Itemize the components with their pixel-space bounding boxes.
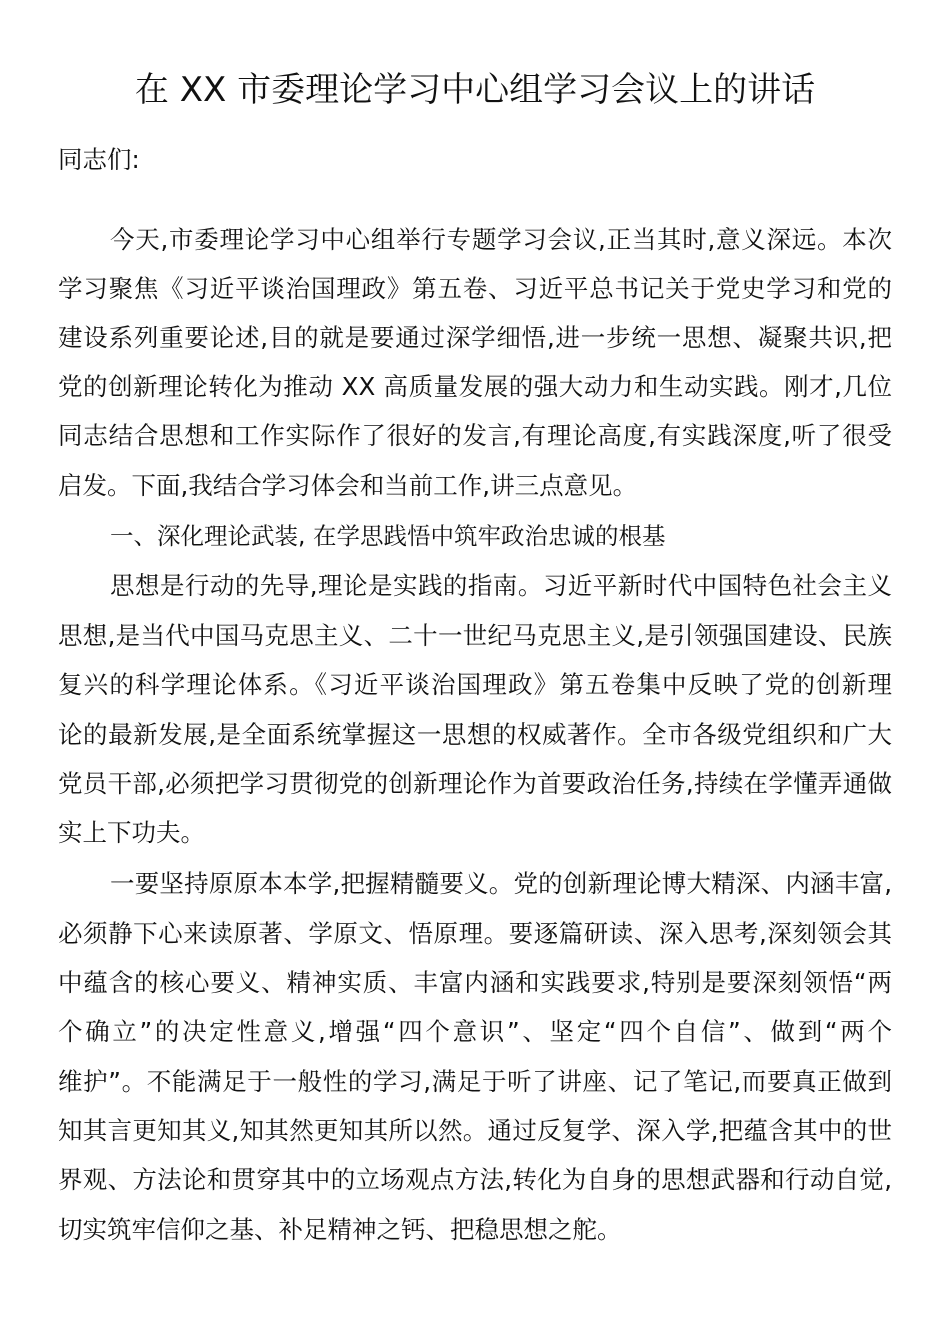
document-title: 在 XX 市委理论学习中心组学习会议上的讲话 <box>134 70 816 110</box>
paragraph-3-line-7: 界观、方法论和贯穿其中的立场观点方法,转化为自身的思想武器和行动自觉, <box>58 1165 892 1194</box>
paragraph-2-line-6: 实上下功夫。 <box>58 818 205 847</box>
salutation: 同志们: <box>58 145 140 174</box>
paragraph-3-line-1: 一要坚持原原本本学,把握精髓要义。党的创新理论博大精深、内涵丰富, <box>110 869 892 898</box>
paragraph-3-line-2: 必须静下心来读原著、学原文、悟原理。要逐篇研读、深入思考,深刻领会其 <box>58 919 892 948</box>
paragraph-2-line-1: 思想是行动的先导,理论是实践的指南。习近平新时代中国特色社会主义 <box>110 571 892 600</box>
paragraph-2-line-3: 复兴的科学理论体系。《习近平谈治国理政》第五卷集中反映了党的创新理 <box>58 670 892 699</box>
paragraph-1-line-3: 建设系列重要论述,目的就是要通过深学细悟,进一步统一思想、凝聚共识,把 <box>58 323 892 352</box>
paragraph-3-line-4: 个确立”的决定性意义,增强“四个意识”、坚定“四个自信”、做到“两个 <box>58 1017 892 1046</box>
paragraph-1-line-6: 启发。下面,我结合学习体会和当前工作,讲三点意见。 <box>58 471 638 500</box>
paragraph-3-line-3: 中蕴含的核心要义、精神实质、丰富内涵和实践要求,特别是要深刻领悟“两 <box>58 968 892 997</box>
paragraph-2-line-5: 党员干部,必须把学习贯彻党的创新理论作为首要政治任务,持续在学懂弄通做 <box>58 769 892 798</box>
paragraph-3-line-5: 维护”。不能满足于一般性的学习,满足于听了讲座、记了笔记,而要真正做到 <box>58 1067 892 1096</box>
paragraph-3-line-6: 知其言更知其义,知其然更知其所以然。通过反复学、深入学,把蕴含其中的世 <box>58 1116 892 1145</box>
paragraph-2-line-4: 论的最新发展,是全面系统掌握这一思想的权威著作。全市各级党组织和广大 <box>58 720 892 749</box>
paragraph-1-line-5: 同志结合思想和工作实际作了很好的发言,有理论高度,有实践深度,听了很受 <box>58 421 892 450</box>
paragraph-2-line-2: 思想,是当代中国马克思主义、二十一世纪马克思主义,是引领强国建设、民族 <box>58 621 892 650</box>
paragraph-1-line-4: 党的创新理论转化为推动 XX 高质量发展的强大动力和生动实践。刚才,几位 <box>58 372 892 401</box>
paragraph-1-line-1: 今天,市委理论学习中心组举行专题学习会议,正当其时,意义深远。本次 <box>110 225 892 254</box>
paragraph-1-line-2: 学习聚焦《习近平谈治国理政》第五卷、习近平总书记关于党史学习和党的 <box>58 274 892 303</box>
section-heading-1: 一、深化理论武装, 在学思践悟中筑牢政治忠诚的根基 <box>110 522 666 550</box>
paragraph-3-line-8: 切实筑牢信仰之基、补足精神之钙、把稳思想之舵。 <box>58 1215 622 1244</box>
